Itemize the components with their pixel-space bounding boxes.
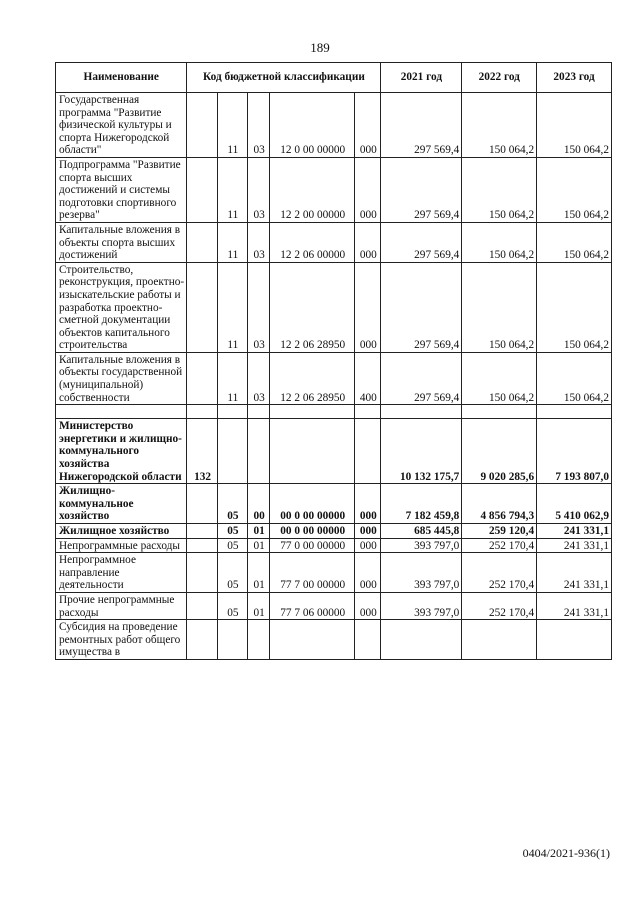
cell-y2022: 150 064,2	[462, 262, 537, 352]
cell-y2021: 393 797,0	[381, 538, 462, 553]
table-row	[56, 419, 612, 484]
cell-ministry	[187, 538, 217, 553]
table-row	[56, 538, 612, 553]
cell-subsection	[248, 620, 270, 660]
table-row	[56, 484, 612, 524]
cell-y2023: 150 064,2	[537, 222, 612, 262]
table-row	[56, 157, 612, 222]
cell-y2023: 241 331,1	[537, 553, 612, 593]
cell-target	[270, 620, 355, 660]
cell-target: 12 0 00 00000	[270, 93, 355, 158]
cell-section: 11	[217, 157, 247, 222]
cell-subsection: 01	[248, 524, 270, 539]
cell-target: 00 0 00 00000	[270, 524, 355, 539]
cell-expense	[355, 419, 381, 484]
cell-name: Капитальные вложения в объекты государственной (муниципальной) собственности	[56, 352, 187, 404]
cell-y2022: 252 170,4	[462, 553, 537, 593]
cell-section: 11	[217, 352, 247, 404]
cell-y2023: 150 064,2	[537, 262, 612, 352]
cell-y2023: 150 064,2	[537, 157, 612, 222]
cell-name: Прочие непрограммные расходы	[56, 592, 187, 619]
cell-y2021: 393 797,0	[381, 592, 462, 619]
cell-ministry	[187, 93, 217, 158]
cell-subsection	[248, 419, 270, 484]
cell-y2022: 252 170,4	[462, 538, 537, 553]
cell-subsection: 03	[248, 157, 270, 222]
cell-expense: 000	[355, 592, 381, 619]
cell-ministry	[187, 262, 217, 352]
cell-subsection: 01	[248, 553, 270, 593]
cell-y2021: 297 569,4	[381, 222, 462, 262]
cell-section: 11	[217, 222, 247, 262]
cell-y2021: 297 569,4	[381, 93, 462, 158]
page-number: 189	[310, 40, 330, 55]
header-2022: 2022 год	[462, 63, 537, 93]
cell-name: Государственная программа "Развитие физической культуры и спорта Нижегородской области"	[56, 93, 187, 158]
cell-name: Жилищное хозяйство	[56, 524, 187, 539]
table-spacer-row	[56, 405, 612, 419]
cell-section: 11	[217, 262, 247, 352]
cell-ministry	[187, 524, 217, 539]
table-body	[56, 93, 612, 660]
cell-expense: 000	[355, 484, 381, 524]
table-row	[56, 620, 612, 660]
cell-target: 12 2 06 28950	[270, 262, 355, 352]
cell-ministry	[187, 157, 217, 222]
cell-y2022: 259 120,4	[462, 524, 537, 539]
cell-y2023	[537, 620, 612, 660]
cell-name: Министерство энергетики и жилищно-коммунального хозяйства Нижегородской области	[56, 419, 187, 484]
cell-y2023: 241 331,1	[537, 592, 612, 619]
cell-target: 00 0 00 00000	[270, 484, 355, 524]
cell-target: 12 2 00 00000	[270, 157, 355, 222]
cell-ministry: 132	[187, 419, 217, 484]
cell-expense: 400	[355, 352, 381, 404]
empty-cell	[217, 405, 247, 419]
header-2023: 2023 год	[537, 63, 612, 93]
cell-y2023: 7 193 807,0	[537, 419, 612, 484]
cell-section: 11	[217, 93, 247, 158]
cell-subsection: 03	[248, 352, 270, 404]
cell-y2021: 297 569,4	[381, 157, 462, 222]
cell-ministry	[187, 592, 217, 619]
table-row	[56, 352, 612, 404]
cell-target: 77 7 06 00000	[270, 592, 355, 619]
cell-ministry	[187, 222, 217, 262]
cell-section: 05	[217, 538, 247, 553]
cell-y2021: 685 445,8	[381, 524, 462, 539]
cell-target: 77 0 00 00000	[270, 538, 355, 553]
cell-subsection: 03	[248, 93, 270, 158]
table-row	[56, 93, 612, 158]
cell-expense: 000	[355, 553, 381, 593]
cell-y2021: 297 569,4	[381, 262, 462, 352]
cell-y2021: 10 132 175,7	[381, 419, 462, 484]
cell-expense: 000	[355, 524, 381, 539]
cell-subsection: 01	[248, 538, 270, 553]
empty-cell	[355, 405, 381, 419]
cell-ministry	[187, 620, 217, 660]
table-row	[56, 553, 612, 593]
empty-cell	[187, 405, 217, 419]
cell-expense	[355, 620, 381, 660]
empty-cell	[462, 405, 537, 419]
cell-section: 05	[217, 553, 247, 593]
cell-name: Капитальные вложения в объекты спорта высших достижений	[56, 222, 187, 262]
table-row	[56, 262, 612, 352]
cell-y2021	[381, 620, 462, 660]
cell-y2021: 7 182 459,8	[381, 484, 462, 524]
cell-name: Жилищно-коммунальное хозяйство	[56, 484, 187, 524]
table-row	[56, 524, 612, 539]
cell-target	[270, 419, 355, 484]
cell-expense: 000	[355, 157, 381, 222]
cell-subsection: 03	[248, 262, 270, 352]
cell-section	[217, 620, 247, 660]
cell-y2022: 150 064,2	[462, 93, 537, 158]
cell-subsection: 00	[248, 484, 270, 524]
header-name: Наименование	[56, 63, 187, 93]
cell-y2022: 4 856 794,3	[462, 484, 537, 524]
cell-target: 12 2 06 00000	[270, 222, 355, 262]
cell-y2022: 9 020 285,6	[462, 419, 537, 484]
cell-y2023: 5 410 062,9	[537, 484, 612, 524]
cell-y2023: 150 064,2	[537, 93, 612, 158]
empty-cell	[537, 405, 612, 419]
header-budget-code: Код бюджетной классификации	[187, 63, 381, 93]
empty-cell	[381, 405, 462, 419]
cell-y2022: 150 064,2	[462, 222, 537, 262]
cell-name: Субсидия на проведение ремонтных работ общего имущества в	[56, 620, 187, 660]
cell-name: Непрограммное направление деятельности	[56, 553, 187, 593]
table-row	[56, 592, 612, 619]
cell-expense: 000	[355, 262, 381, 352]
cell-y2023: 150 064,2	[537, 352, 612, 404]
cell-section: 05	[217, 592, 247, 619]
cell-target: 77 7 00 00000	[270, 553, 355, 593]
cell-y2022: 252 170,4	[462, 592, 537, 619]
cell-y2022	[462, 620, 537, 660]
cell-subsection: 01	[248, 592, 270, 619]
cell-ministry	[187, 553, 217, 593]
empty-cell	[248, 405, 270, 419]
cell-ministry	[187, 352, 217, 404]
header-2021: 2021 год	[381, 63, 462, 93]
empty-cell	[270, 405, 355, 419]
cell-name: Подпрограмма "Развитие спорта высших достижений и системы подготовки спортивного резерва"	[56, 157, 187, 222]
cell-section: 05	[217, 524, 247, 539]
budget-table	[55, 62, 612, 660]
cell-subsection: 03	[248, 222, 270, 262]
cell-expense: 000	[355, 93, 381, 158]
cell-target: 12 2 06 28950	[270, 352, 355, 404]
cell-expense: 000	[355, 222, 381, 262]
document-code: 0404/2021-936(1)	[522, 846, 610, 860]
cell-section	[217, 419, 247, 484]
cell-y2023: 241 331,1	[537, 538, 612, 553]
cell-y2022: 150 064,2	[462, 352, 537, 404]
cell-y2021: 297 569,4	[381, 352, 462, 404]
cell-y2023: 241 331,1	[537, 524, 612, 539]
cell-y2021: 393 797,0	[381, 553, 462, 593]
table-header-row	[56, 63, 612, 93]
cell-expense: 000	[355, 538, 381, 553]
cell-name: Непрограммные расходы	[56, 538, 187, 553]
table-row	[56, 222, 612, 262]
cell-section: 05	[217, 484, 247, 524]
cell-ministry	[187, 484, 217, 524]
cell-name: Строительство, реконструкция, проектно-изыскательские работы и разработка проектно-сметной документации объектов капитального строительства	[56, 262, 187, 352]
cell-y2022: 150 064,2	[462, 157, 537, 222]
empty-cell	[56, 405, 187, 419]
